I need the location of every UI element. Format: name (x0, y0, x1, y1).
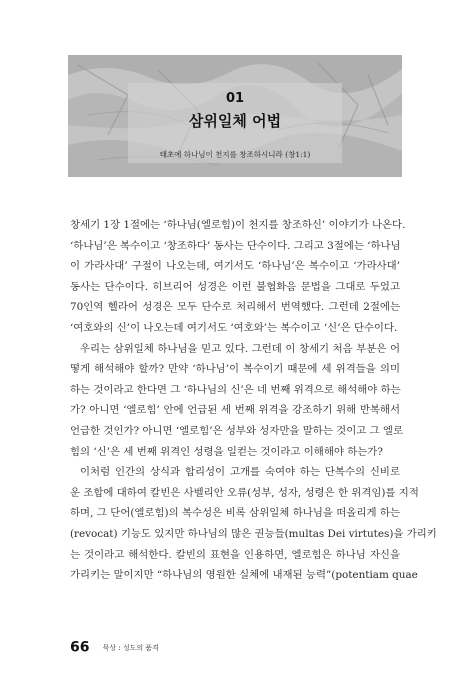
body-line: 힘의 ‘신’은 세 번째 위격인 성령을 일컫는 것이라고 이해해야 하는가? (70, 445, 383, 458)
body-line: 언급한 것인가? 아니면 ‘엘로힘’은 성부와 성자만을 말하는 것이고 그 엘로 (70, 424, 403, 437)
body-text (70, 215, 437, 586)
page-number: 66 (70, 639, 90, 656)
chapter-header-box (68, 55, 402, 177)
body-line: ‘여호와의 신’이 나오는데 여기서도 ‘여호와’는 복수이고 ‘신’은 단수이다. (70, 321, 398, 334)
running-title: 묵상 : 성도의 품격 (102, 643, 159, 652)
body-line: 창세기 1장 1절에는 ‘하나님(엘로힘)이 천지를 창조하신’ 이야기가 나온다. (70, 219, 406, 231)
body-line: 하며, 그 단어(엘로힘)의 복수성은 비록 삼위일체 하나님을 떠올리게 하는 (70, 507, 400, 520)
body-line: 이처럼 인간의 상식과 합리성이 고개를 숙여야 하는 단복수의 신비로 (80, 466, 400, 479)
body-line: 하는 것이라고 한다면 그 ‘하나님의 신’은 네 번째 위격으로 해석해야 하는 (70, 383, 401, 396)
body-line: 가? 아니면 ‘엘로힘’ 안에 언급된 세 번째 위격을 강조하기 위해 반복해서 (70, 404, 400, 417)
body-line: 가리키는 말이지만 “하나님의 영원한 실체에 내재된 능력”(potentiam quae (70, 569, 418, 582)
body-line: ‘하나님’은 복수이고 ‘창조하다’ 동사는 단수이다. 그리고 3절에는 ‘하나님 (70, 239, 401, 252)
page-footer (70, 637, 159, 657)
body-line: 는 것이라고 해석한다. 칼빈의 표현을 인용하면, 엘로힘은 하나님 자신을 (70, 548, 400, 561)
body-line: 70인역 헬라어 성경은 모두 단수로 처리해서 번역했다. 그런데 2절에는 (70, 301, 400, 314)
body-line: 동사는 단수이다. 히브리어 성경은 이런 불협화음 문법을 그대로 두었고 (70, 280, 400, 293)
chapter-number: 01 (225, 91, 245, 106)
chapter-title: 삼위일체 어법 (188, 112, 282, 130)
body-line: 떻게 해석해야 할까? 만약 ‘하나님’이 복수이기 때문에 세 위격들을 의미 (70, 363, 400, 376)
body-line: 이 가라사대’ 구절이 나오는데, 여기서도 ‘하나님’은 복수이고 ‘가라사대’ (70, 260, 400, 273)
body-line: 우리는 삼위일체 하나님을 믿고 있다. 그런데 이 창세기 처음 부분은 어 (80, 342, 400, 355)
body-line: (revocat) 기능도 있지만 하나님의 많은 권능들(multas Dei virtutes)을 가리키 (70, 527, 437, 540)
chapter-subtitle: 태초에 하나님이 천지를 창조하시니라 (창1:1) (159, 150, 311, 159)
body-line: 운 조합에 대하여 칼빈은 사벨리안 오류(성부, 성자, 성령은 한 위격임)를 지적 (70, 486, 419, 499)
